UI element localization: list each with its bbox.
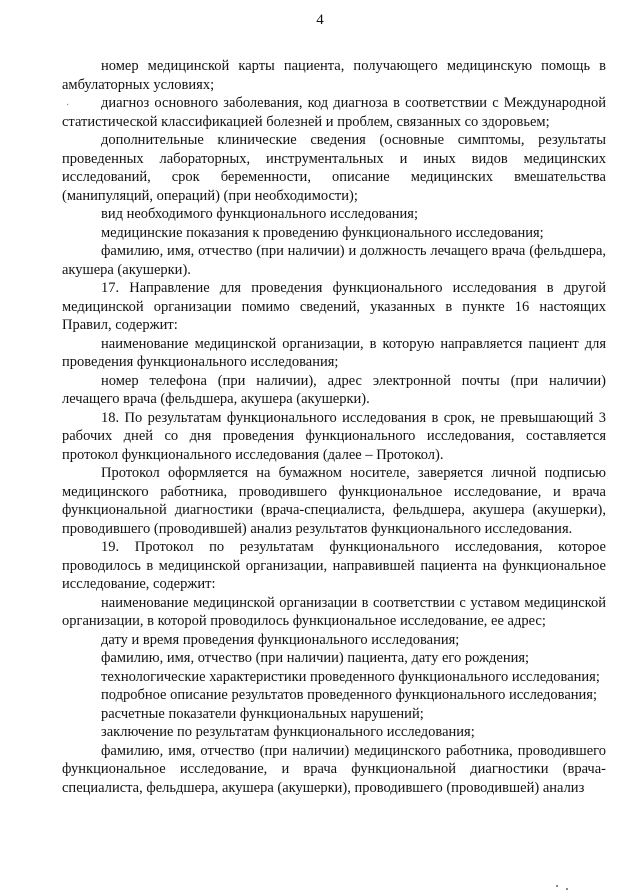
paragraph-19: 19. Протокол по результатам функционального исследования, которое проводилось в медицинской организации, направившей пациента на функциональное исследование, содержит: [62, 539, 606, 592]
paragraph-17: 17. Направление для проведения функционального исследования в другой медицинской организации помимо сведений, указанных в пункте 16 настоящих Правил, содержит: [62, 280, 606, 333]
paragraph: номер телефона (при наличии), адрес электронной почты (при наличии) лечащего врача (фельдшера, акушера (акушерки). [62, 372, 606, 407]
paragraph: диагноз основного заболевания, код диагноза в соответствии с Международной статистической классификацией болезней и проблем, связанных со здоровьем; [62, 95, 606, 130]
paragraph: фамилию, имя, отчество (при наличии) пациента, дату его рождения; [101, 650, 530, 666]
paragraph: фамилию, имя, отчество (при наличии) и должность лечащего врача (фельдшера, акушера (акушерки). [62, 243, 606, 278]
margin-mark: · [66, 100, 70, 111]
scan-speck [556, 885, 558, 887]
paragraph: номер медицинской карты пациента, получающего медицинскую помощь в амбулаторных условиях; [62, 58, 606, 93]
paragraph: наименование медицинской организации, в которую направляется пациент для проведения функционального исследования; [62, 335, 606, 370]
paragraph: дополнительные клинические сведения (основные симптомы, результаты проведенных лабораторных, инструментальных и иных видов медицинских исследований, срок беременности, описание медицинских вмешательства (манипуляций, операций) (при необходимости); [62, 132, 606, 204]
paragraph: медицинские показания к проведению функционального исследования; [101, 224, 544, 241]
paragraph: технологические характеристики проведенного функционального исследования; [101, 668, 600, 685]
paragraph: дату и время проведения функционального исследования; [101, 631, 460, 648]
paragraph: фамилию, имя, отчество (при наличии) медицинского работника, проводившего функциональное исследование, и врача функциональной диагностики (врача-специалиста, фельдшера, акушера (акушерки), проводившего (проводившей) анализ [62, 742, 606, 796]
page-number: 4 [316, 12, 324, 28]
paragraph: Протокол оформляется на бумажном носителе, заверяется личной подписью медицинского работника, проводившего функциональное исследование, и врача функциональной диагностики (врача-специалиста, фельдшера, акушера (акушерки), проводившего (проводившей) анализ результатов функционального исследования. [62, 465, 606, 537]
paragraph-18: 18. По результатам функционального исследования в срок, не превышающий 3 рабочих дней со дня проведения функционального исследования, составляется протокол функционального исследования (далее – Протокол). [62, 409, 606, 463]
paragraph: подробное описание результатов проведенного функционального исследования; [101, 687, 597, 703]
document-body [62, 57, 606, 797]
paragraph: заключение по результатам функционального исследования; [101, 724, 475, 740]
scan-speck [566, 888, 568, 890]
paragraph: расчетные показатели функциональных нарушений; [101, 705, 424, 722]
paragraph: вид необходимого функционального исследования; [101, 206, 418, 222]
paragraph: наименование медицинской организации в соответствии с уставом медицинской организации, в которой проводилось функциональное исследование, ее адрес; [62, 594, 606, 629]
